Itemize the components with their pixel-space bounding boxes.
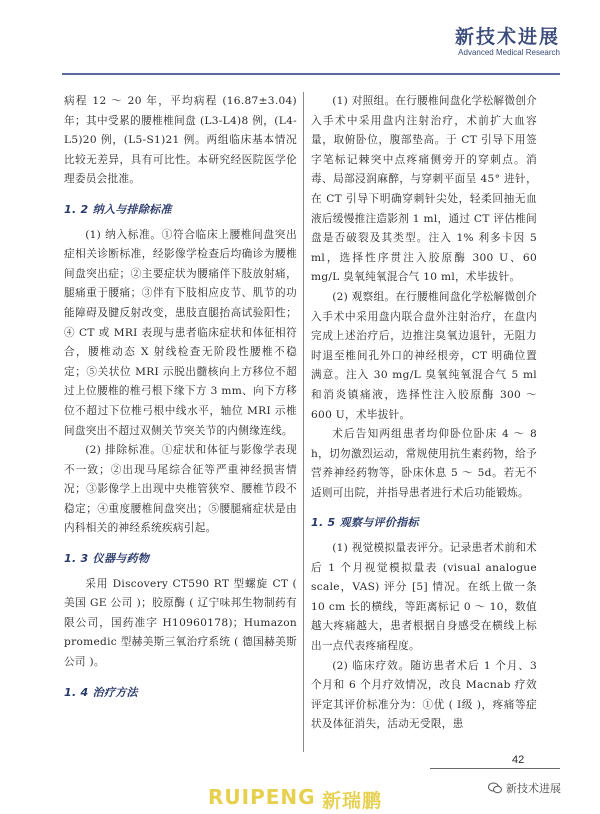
observation-group-paragraph: (2) 观察组。在行腰椎间盘化学松解微创介入手术中采用盘内联合盘外注射治疗，在盘内完成上述治疗后，边推注臭氧边退针，无阻力时退至椎间孔外口的神经根旁，CT 明确位置满意。注入 30 mg/L 臭氧纯氧混合气 5 ml 和消炎镇痛液，选择性注入胶原酶 300 ～ 600 U，术毕拔针。 [311,290,537,421]
wechat-account-name: 新技术进展 [506,782,561,795]
heading-1-5: 1. 5 观察与评价指标 [311,516,419,530]
exclusion-criteria: (2) 排除标准。①症状和体征与影像学表现不一致；②出现马尾综合征等严重神经损害情况；③影像学上出现中央椎管狭窄、腰椎节段不稳定；④重度腰椎间盘突出；⑤腰腿痛症状是由内科相关的神经系统疾病引起。 [64,444,297,535]
heading-1-4: 1. 4 治疗方法 [64,685,138,699]
wechat-watermark [488,780,561,796]
footer-divider [430,768,560,769]
brand-logo-en: RUIPENG [208,785,316,809]
heading-1-2: 1. 2 纳入与排除标准 [64,202,172,216]
wechat-icon [488,782,502,794]
intro-paragraph: 病程 12 ～ 20 年，平均病程 (16.87±3.04) 年；其中受累的腰椎椎间盘 (L3-L4)8 例，(L4-L5)20 例，(L5-S1)21 例。两组临床基本情况比较无差异，具有可比性。本研究经医院医学伦理委员会批准。 [64,95,297,186]
instruments-paragraph: 采用 Discovery CT590 RT 型螺旋 CT ( 美国 GE 公司 )；胶原酶 ( 辽宁味邦生物制药有限公司，国药准字 H10960178)；Humazon promedic 型赫美斯三氧治疗系统 ( 德国赫美斯公司 )。 [64,577,297,669]
efficacy-paragraph: (2) 临床疗效。随访患者术后 1 个月、3 个月和 6 个月疗效情况，改良 Macnab 疗效评定其评价标准分为：①优 ( Ⅰ级 )，疼痛等症状及体征消失，活动无受限，患 [311,659,537,731]
column-divider [303,92,304,752]
postop-paragraph: 术后告知两组患者均仰卧位卧床 4 ～ 8 h，切勿激烈运动，常规使用抗生素药物，给予营养神经药物等，卧床休息 5 ～ 5d。若无不适则可出院，并指导患者进行术后功能锻炼。 [311,428,537,499]
left-column [64,92,297,708]
control-group-paragraph: (1) 对照组。在行腰椎间盘化学松解微创介入手术中采用盘内注射治疗，术前扩大血容量，取俯卧位，腹部垫高。于 CT 引导下用签字笔标记棘突中点疼痛侧旁开的穿刺点。消毒、局部浸润麻醉，与穿刺平面呈 45° 进针，在 CT 引导下明确穿刺针尖处，轻柔回抽无血液后缓慢推注造影剂 1 ml，通过 CT 评估椎间盘是否破裂及其类型。注入 1% 利多卡因 5 ml，选择性序贯注入胶原酶 300 U、60 mg/L 臭氧纯氧混合气 10 ml，术毕拔针。 [311,95,537,284]
right-column [311,92,537,735]
header-divider [62,73,560,75]
journal-section-subtitle: Advanced Medical Research [458,48,560,57]
inclusion-criteria: (1) 纳入标准。①符合临床上腰椎间盘突出症相关诊断标准，经影像学检查后均确诊为腰椎间盘突出症；②主要症状为腰痛伴下肢放射痛，腿痛重于腰痛；③伴有下肢相应皮节、肌节的功能障碍及腱反射改变，患肢直腿抬高试验阳性；④ CT 或 MRI 表现与患者临床症状和体征相符合，腰椎动态 X 射线检查无阶段性腰椎不稳定；⑤关状位 MRI 示脱出髓核向上方移位不超过上位腰椎的椎弓根下缘下方 3 mm、向下方移位不超过下位椎弓根中线水平，轴位 MRI 示椎间盘突出不超过双侧关节突关节的内侧缘连线。 [64,228,297,437]
page-number: 42 [512,754,525,766]
brand-logo-cn: 新瑞鹏 [322,790,383,812]
heading-1-3: 1. 3 仪器与药物 [64,552,150,566]
journal-section-title: 新技术进展 [454,26,560,48]
vas-paragraph: (1) 视觉模拟量表评分。记录患者术前和术后 1 个月视觉模拟量表 (visual analogue scale，VAS) 评分 [5] 情况。在纸上做一条 10 cm 长的横线，等距离标记 0 ～ 10，数值越大疼痛越大，患者根据自身感受在横线上标出一点代表疼痛程度。 [311,542,537,653]
